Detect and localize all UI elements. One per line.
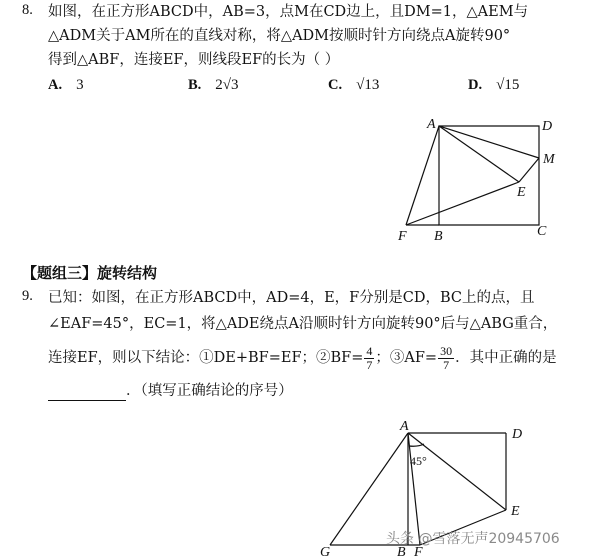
q8-segment-ae [439,126,519,182]
q9-fraction-bf-denominator: 7 [366,357,373,372]
q9-fraction-bf-numerator: 4 [366,343,373,358]
q8-label-e: E [517,185,526,200]
question-9-line-1: 已知：如图，在正方形ABCD中，AD=4，E，F分别是CD，BC上的点，且 [48,290,535,306]
q9-angle-arc [409,444,424,446]
q9-line3-end: ．其中正确的是 [455,350,557,366]
q9-fraction-af [438,345,454,372]
q9-label-f: F [414,545,423,558]
q9-label-b: B [397,545,406,558]
q8-segment-am [439,126,539,158]
question-9-number: 9. [22,288,33,304]
question-8-line-1: 如图，在正方形ABCD中，AB=3，点M在CD边上，且DM=1，△AEM与 [48,4,529,20]
q9-line4-text: ．（填写正确结论的序号） [126,383,293,399]
q8-label-f: F [398,229,407,244]
question-8-number: 8. [22,2,33,18]
option-c-value: √13 [356,77,380,93]
q8-label-c: C [537,224,547,239]
q8-label-a: A [427,117,436,132]
q9-label-g: G [320,545,331,558]
question-9-line-3 [48,343,557,373]
option-a-key: A. [48,77,63,93]
option-d-key: D. [468,77,483,93]
option-a-value: 3 [76,77,84,93]
option-c-key: C. [328,77,343,93]
option-b-key: B. [188,77,202,93]
q8-label-d: D [542,119,553,134]
q9-fraction-af-denominator: 7 [443,357,450,372]
q8-segment-af [406,126,439,225]
q9-line3-start: 连接EF，则以下结论：①DE+BF=EF；②BF= [48,350,364,366]
q9-label-a: A [400,419,409,434]
watermark: 头条 @雪落无声20945706 [386,531,560,547]
q9-angle-label: 45° [410,454,427,468]
q9-label-d: D [512,427,523,442]
q8-segment-em [519,158,539,182]
q9-fraction-bf [364,345,374,372]
q9-label-e: E [511,504,520,519]
option-d-value: √15 [496,77,520,93]
q8-label-b: B [434,229,443,244]
q9-line3-mid: ；③AF= [375,350,438,366]
q8-segment-ef [406,182,519,225]
q9-fraction-af-numerator: 30 [440,343,453,358]
section-heading: 【题组三】旋转结构 [22,264,158,282]
option-b-value: 2√3 [215,77,239,93]
question-9-line-2: ∠EAF=45°，EC=1，将△ADE绕点A沿顺时针方向旋转90°后与△ABG重合， [48,316,558,332]
q8-label-m: M [543,152,555,167]
question-8-line-3: 得到△ABF，连接EF，则线段EF的长为（ ） [48,52,340,68]
question-9-line-4 [48,381,293,401]
question-8-line-2: △ADM关于AM所在的直线对称，将△ADM按顺时针方向绕点A旋转90° [48,28,511,44]
answer-blank[interactable] [48,386,126,401]
